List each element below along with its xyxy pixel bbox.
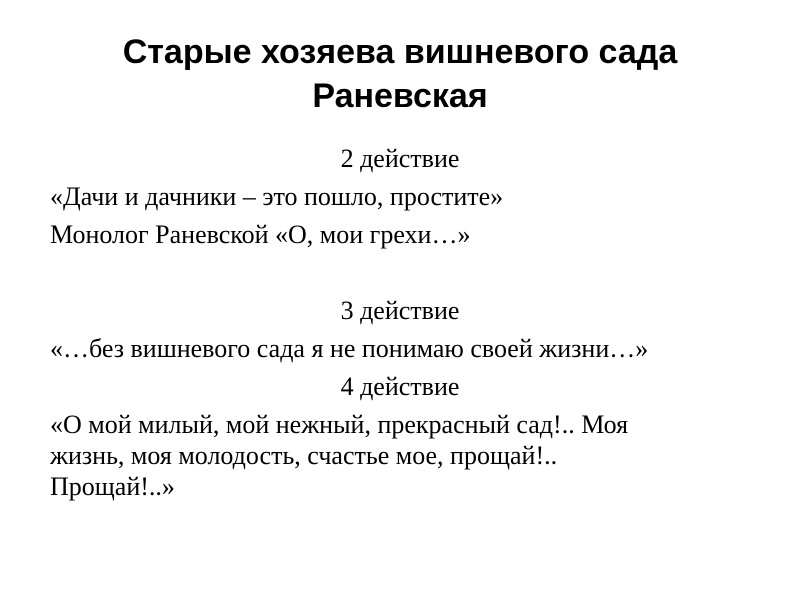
act-2-monologue: Монолог Раневской «О, мои грехи…» (50, 220, 471, 249)
act-4-quote-line-2: жизнь, моя молодость, счастье мое, прощай!.. (50, 441, 558, 470)
slide-title-line-2: Раневская (312, 77, 488, 115)
slide-body (50, 143, 750, 502)
slide-title-line-1: Старые хозяева вишневого сада (122, 33, 678, 71)
slide-title (40, 30, 760, 118)
blank-line (50, 257, 750, 288)
act-2-quote-dachi: «Дачи и дачники – это пошло, простите» (50, 182, 504, 211)
act-2-heading: 2 действие (340, 144, 460, 173)
act-4-quote-line-1: «О мой милый, мой нежный, прекрасный сад!.. Моя (50, 410, 629, 439)
act-4-heading: 4 действие (340, 372, 460, 401)
act-3-quote: «…без вишневого сада я не понимаю своей жизни…» (50, 334, 649, 363)
act-3-heading: 3 действие (340, 296, 460, 325)
act-4-quote-line-3: Прощай!..» (50, 472, 175, 501)
